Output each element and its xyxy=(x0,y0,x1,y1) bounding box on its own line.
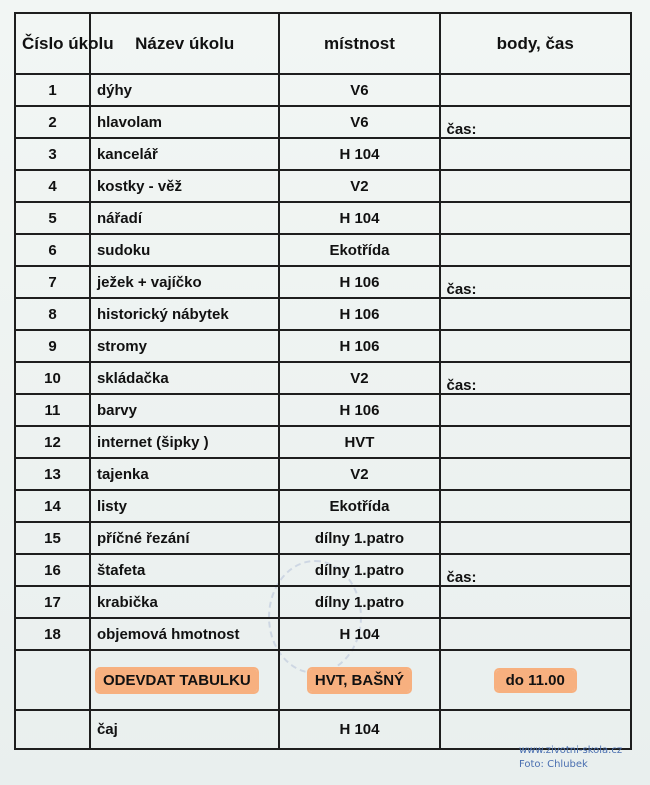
table-row xyxy=(15,170,631,202)
task-score xyxy=(440,618,632,650)
task-name: nářadí xyxy=(90,202,279,234)
table-row xyxy=(15,586,631,618)
task-name: příčné řezání xyxy=(90,522,279,554)
task-name: internet (šipky ) xyxy=(90,426,279,458)
task-name: dýhy xyxy=(90,74,279,106)
header-number: Číslo úkolu xyxy=(15,13,90,74)
table-row xyxy=(15,266,631,298)
task-name: kostky - věž xyxy=(90,170,279,202)
table-row xyxy=(15,554,631,586)
task-number: 6 xyxy=(15,234,90,266)
task-room: H 106 xyxy=(279,266,439,298)
table-row xyxy=(15,618,631,650)
task-name: hlavolam xyxy=(90,106,279,138)
tea-room: H 104 xyxy=(279,710,439,749)
task-score xyxy=(440,394,632,426)
task-room: H 104 xyxy=(279,618,439,650)
tea-number-cell xyxy=(15,710,90,749)
task-number: 10 xyxy=(15,362,90,394)
task-name: tajenka xyxy=(90,458,279,490)
task-score xyxy=(440,74,632,106)
task-name: kancelář xyxy=(90,138,279,170)
table-row xyxy=(15,426,631,458)
task-body xyxy=(15,74,631,650)
task-score xyxy=(440,458,632,490)
task-name: ježek + vajíčko xyxy=(90,266,279,298)
task-table xyxy=(14,12,632,750)
task-score xyxy=(440,266,632,298)
table-row xyxy=(15,138,631,170)
header-row xyxy=(15,13,631,74)
task-number: 2 xyxy=(15,106,90,138)
task-room: V6 xyxy=(279,106,439,138)
watermark xyxy=(519,744,622,772)
task-number: 3 xyxy=(15,138,90,170)
header-name: Název úkolu xyxy=(90,13,279,74)
time-label: čas: xyxy=(446,568,477,586)
task-room: Ekotřída xyxy=(279,490,439,522)
task-score xyxy=(440,586,632,618)
submit-room-label: HVT, BAŠNÝ xyxy=(309,669,410,692)
time-label: čas: xyxy=(446,376,477,394)
table-row xyxy=(15,202,631,234)
task-room: H 104 xyxy=(279,138,439,170)
table-row xyxy=(15,522,631,554)
task-room: Ekotřída xyxy=(279,234,439,266)
task-room: dílny 1.patro xyxy=(279,554,439,586)
footer-room-cell xyxy=(279,650,439,710)
footer-row xyxy=(15,650,631,710)
task-number: 8 xyxy=(15,298,90,330)
task-name: listy xyxy=(90,490,279,522)
task-score xyxy=(440,170,632,202)
table-row xyxy=(15,362,631,394)
task-number: 4 xyxy=(15,170,90,202)
task-score xyxy=(440,554,632,586)
task-name: krabička xyxy=(90,586,279,618)
task-name: skládačka xyxy=(90,362,279,394)
task-name: stromy xyxy=(90,330,279,362)
task-number: 17 xyxy=(15,586,90,618)
deadline-cell xyxy=(440,650,632,710)
table-row xyxy=(15,298,631,330)
header-score: body, čas xyxy=(440,13,632,74)
task-number: 12 xyxy=(15,426,90,458)
watermark-credit: Foto: Chlubek xyxy=(519,759,588,770)
table-row xyxy=(15,394,631,426)
task-score xyxy=(440,202,632,234)
task-number: 7 xyxy=(15,266,90,298)
task-score xyxy=(440,490,632,522)
task-number: 11 xyxy=(15,394,90,426)
time-label: čas: xyxy=(446,120,477,138)
task-room: H 106 xyxy=(279,298,439,330)
task-number: 1 xyxy=(15,74,90,106)
task-score xyxy=(440,330,632,362)
submit-table-label: ODEVDAT TABULKU xyxy=(97,669,257,692)
task-room: V2 xyxy=(279,170,439,202)
task-number: 14 xyxy=(15,490,90,522)
table-row xyxy=(15,234,631,266)
footer-number-cell xyxy=(15,650,90,710)
header-room: místnost xyxy=(279,13,439,74)
footer-name-cell xyxy=(90,650,279,710)
task-score xyxy=(440,522,632,554)
table-row xyxy=(15,330,631,362)
task-number: 15 xyxy=(15,522,90,554)
task-room: dílny 1.patro xyxy=(279,522,439,554)
task-number: 18 xyxy=(15,618,90,650)
time-label: čas: xyxy=(446,280,477,298)
task-score xyxy=(440,234,632,266)
task-score xyxy=(440,362,632,394)
task-score xyxy=(440,298,632,330)
task-room: V2 xyxy=(279,362,439,394)
task-room: HVT xyxy=(279,426,439,458)
task-number: 13 xyxy=(15,458,90,490)
task-room: V2 xyxy=(279,458,439,490)
table-row xyxy=(15,490,631,522)
table-row xyxy=(15,458,631,490)
task-room: H 106 xyxy=(279,330,439,362)
task-room: V6 xyxy=(279,74,439,106)
deadline-label: do 11.00 xyxy=(496,670,575,691)
task-score xyxy=(440,138,632,170)
tea-name: čaj xyxy=(90,710,279,749)
task-name: objemová hmotnost xyxy=(90,618,279,650)
task-name: sudoku xyxy=(90,234,279,266)
task-score xyxy=(440,426,632,458)
task-name: barvy xyxy=(90,394,279,426)
task-room: H 106 xyxy=(279,394,439,426)
task-room: dílny 1.patro xyxy=(279,586,439,618)
task-score xyxy=(440,106,632,138)
table-row xyxy=(15,106,631,138)
task-number: 9 xyxy=(15,330,90,362)
task-name: historický nábytek xyxy=(90,298,279,330)
table-row xyxy=(15,74,631,106)
task-number: 5 xyxy=(15,202,90,234)
task-room: H 104 xyxy=(279,202,439,234)
task-number: 16 xyxy=(15,554,90,586)
task-name: štafeta xyxy=(90,554,279,586)
watermark-url: www.zivotni-skola.cz xyxy=(519,745,623,756)
